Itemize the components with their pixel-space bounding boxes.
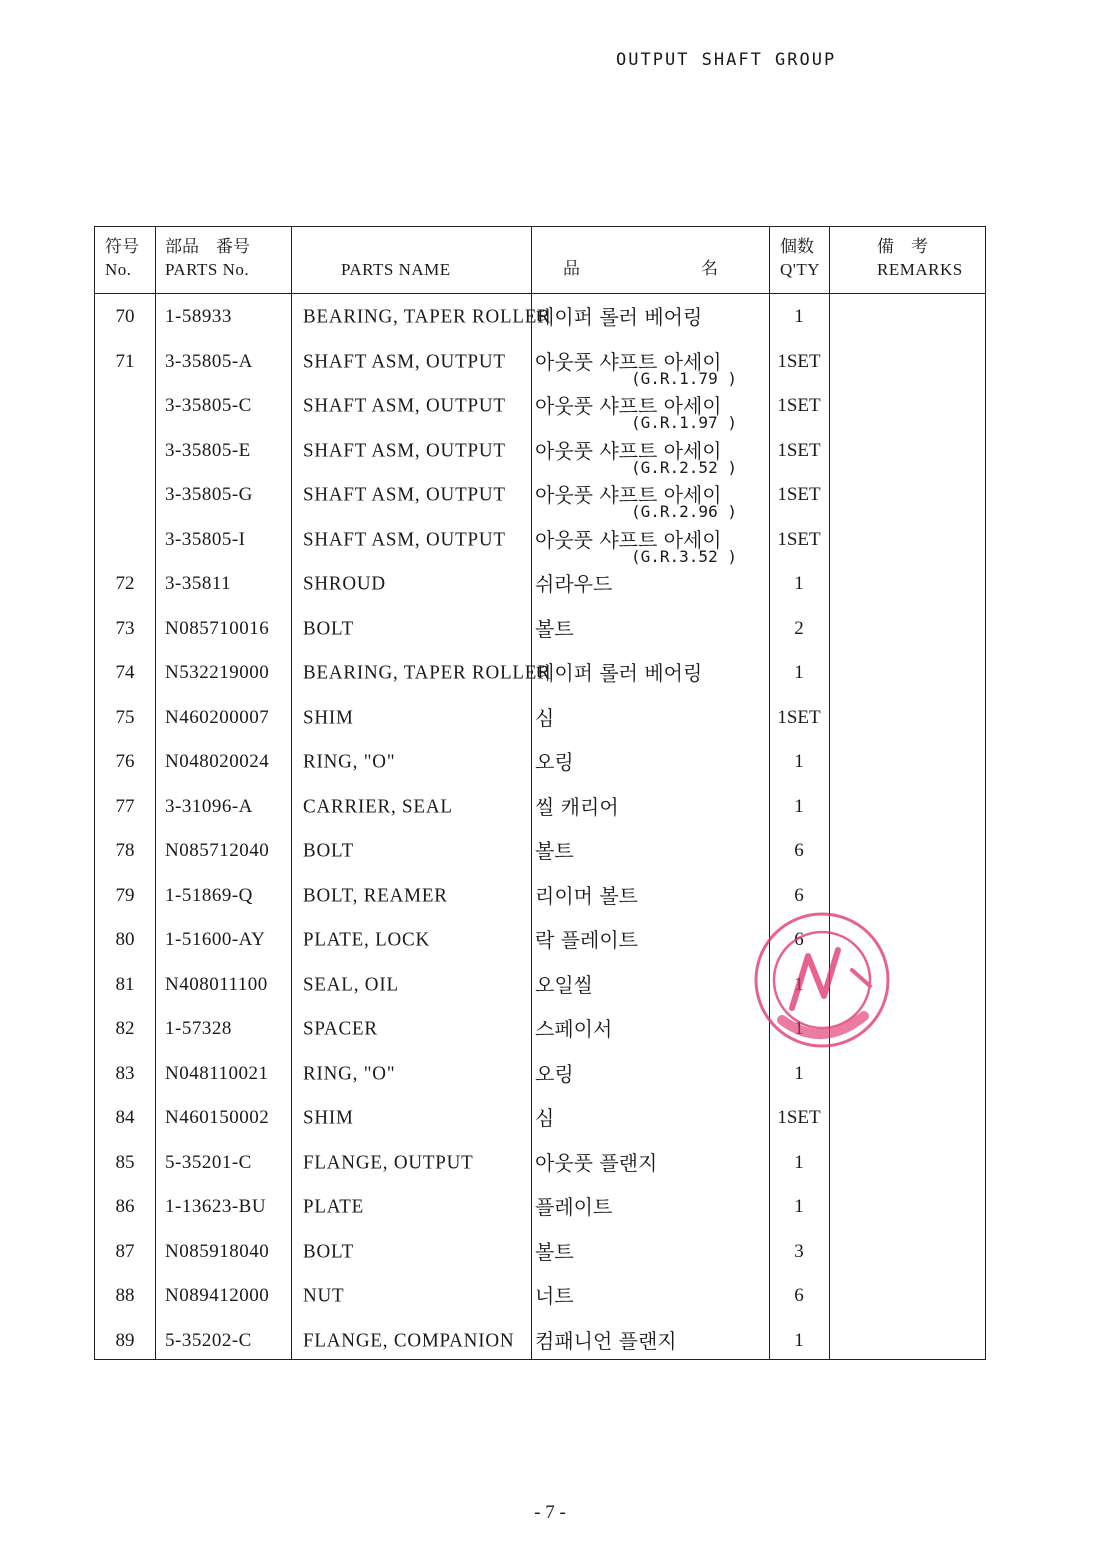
row-number: 86	[115, 1196, 135, 1217]
quantity: 1	[794, 306, 804, 327]
gear-ratio-note: (G.R.1.97 )	[631, 413, 737, 432]
part-name: SHIM	[303, 1106, 354, 1129]
part-name: BOLT, REAMER	[303, 883, 448, 907]
part-name-korean: 아웃풋 샤프트 아세이	[535, 438, 722, 463]
row-number: 73	[115, 617, 135, 639]
table-row	[95, 829, 985, 873]
part-name: PLATE, LOCK	[303, 928, 431, 951]
table-row	[95, 607, 985, 651]
parts-table	[94, 226, 986, 1360]
part-name-korean: 아웃풋 샤프트 아세이	[535, 394, 722, 418]
part-name-korean: 락 플레이트	[535, 928, 638, 952]
part-name-korean: 플레이트	[535, 1195, 613, 1219]
part-name: RING, "O"	[303, 750, 396, 773]
part-number: 5-35202-C	[165, 1329, 252, 1351]
row-number: 71	[115, 350, 135, 372]
company-seal-stamp	[742, 900, 902, 1060]
part-name-korean: 볼트	[535, 839, 574, 863]
row-number: 84	[115, 1107, 135, 1128]
part-name: FLANGE, COMPANION	[303, 1328, 515, 1352]
part-name-korean: 심	[535, 1106, 555, 1130]
row-number: 89	[115, 1329, 135, 1351]
table-row	[95, 696, 985, 740]
part-name: SHAFT ASM, OUTPUT	[303, 438, 506, 462]
part-name-korean: 오링	[535, 1061, 574, 1086]
table-row	[95, 1141, 985, 1185]
part-number: N460200007	[165, 706, 270, 728]
page-title: OUTPUT SHAFT GROUP	[616, 50, 837, 70]
header-no-jp: 符号	[105, 237, 139, 257]
page-number: - 7 -	[534, 1502, 566, 1523]
table-row	[95, 295, 985, 339]
part-name-korean: 볼트	[535, 1239, 574, 1264]
part-name-korean: 오링	[535, 750, 574, 774]
table-row	[95, 518, 985, 566]
row-number: 82	[115, 1018, 135, 1039]
header-part-en: PARTS No.	[165, 260, 250, 279]
part-name: NUT	[303, 1284, 345, 1307]
row-number: 70	[115, 306, 135, 327]
part-number: 1-58933	[165, 306, 232, 327]
part-number: 1-51869-Q	[165, 884, 253, 906]
gear-ratio-note: (G.R.3.52 )	[631, 546, 737, 566]
part-name: BOLT	[303, 839, 355, 862]
quantity: 6	[794, 840, 804, 861]
quantity: 1	[794, 662, 804, 683]
part-name: BEARING, TAPER ROLLER	[303, 305, 551, 328]
part-number: N085918040	[165, 1240, 270, 1262]
table-row	[95, 384, 985, 432]
row-number: 83	[115, 1062, 135, 1084]
header-name-kor-right: 名	[701, 259, 718, 279]
quantity: 6	[794, 1285, 804, 1306]
part-number: 3-35805-I	[165, 528, 246, 550]
part-number: N089412000	[165, 1285, 270, 1306]
part-name: SHAFT ASM, OUTPUT	[303, 527, 506, 551]
part-number: N085710016	[165, 617, 270, 639]
part-number: 3-35811	[165, 573, 232, 594]
part-number: N408011100	[165, 973, 268, 995]
row-number: 79	[115, 884, 135, 906]
header-part-jp: 部品 番号	[165, 237, 250, 257]
row-number: 80	[115, 929, 135, 950]
row-number: 75	[115, 706, 135, 728]
row-number: 77	[115, 795, 135, 817]
part-name-korean: 스페이서	[535, 1017, 613, 1041]
part-name: SHIM	[303, 705, 354, 729]
quantity: 1	[794, 573, 804, 594]
quantity: 1	[794, 1329, 804, 1351]
quantity: 1	[794, 1062, 804, 1084]
part-name-korean: 아웃풋 샤프트 아세이	[535, 349, 722, 374]
table-row	[95, 1274, 985, 1318]
quantity: 2	[794, 617, 804, 639]
row-number	[95, 429, 155, 473]
row-number: 76	[115, 751, 135, 772]
part-name-korean: 너트	[535, 1284, 574, 1308]
part-name-korean: 리이머 볼트	[535, 883, 638, 908]
part-name-korean: 컴패니언 플랜지	[535, 1328, 677, 1353]
part-name: SPACER	[303, 1017, 378, 1040]
quantity: 6	[794, 929, 804, 950]
table-row	[95, 651, 985, 695]
table-row	[95, 1096, 985, 1140]
part-number: N532219000	[165, 662, 270, 683]
row-number: 74	[115, 662, 135, 683]
table-row	[95, 562, 985, 606]
part-number: 3-35805-E	[165, 439, 251, 461]
part-name: FLANGE, OUTPUT	[303, 1150, 474, 1174]
part-name: SEAL, OIL	[303, 972, 399, 996]
part-name-korean: 아웃풋 샤프트 아세이	[535, 527, 722, 552]
header-name-en: PARTS NAME	[341, 260, 451, 279]
part-number: 1-13623-BU	[165, 1196, 267, 1217]
table-row	[95, 340, 985, 388]
row-number: 72	[115, 573, 135, 594]
part-number: 1-57328	[165, 1018, 232, 1039]
part-name: PLATE	[303, 1195, 364, 1218]
table-row	[95, 1185, 985, 1229]
part-name-korean: 테이퍼 롤러 베어링	[535, 661, 703, 685]
quantity: 3	[794, 1240, 804, 1262]
quantity: 1SET	[777, 439, 821, 461]
part-name: SHAFT ASM, OUTPUT	[303, 483, 506, 506]
header-name-kor-left: 品	[563, 259, 580, 279]
part-name-korean: 심	[535, 705, 555, 730]
part-number: 3-35805-A	[165, 350, 253, 372]
gear-ratio-note: (G.R.2.96 )	[631, 502, 737, 521]
header-no-en: No.	[105, 260, 132, 279]
part-name-korean: 쉬라우드	[535, 572, 613, 596]
part-number: 3-35805-C	[165, 395, 252, 416]
part-name-korean: 볼트	[535, 616, 574, 641]
header-remarks-en: REMARKS	[877, 260, 963, 279]
part-name: SHROUD	[303, 572, 386, 595]
quantity: 1SET	[777, 395, 821, 416]
table-row	[95, 1230, 985, 1274]
row-number: 81	[115, 973, 135, 995]
row-number: 88	[115, 1285, 135, 1306]
header-qty-jp: 個数	[780, 237, 814, 257]
gear-ratio-note: (G.R.1.79 )	[631, 368, 737, 388]
part-number: N085712040	[165, 840, 270, 861]
table-row	[95, 785, 985, 829]
part-name: BOLT	[303, 1239, 355, 1263]
part-number: N460150002	[165, 1107, 270, 1128]
part-name: RING, "O"	[303, 1061, 396, 1085]
part-number: 3-35805-G	[165, 484, 253, 505]
part-number: N048110021	[165, 1062, 269, 1084]
quantity: 1	[794, 1018, 804, 1039]
table-row	[95, 740, 985, 784]
part-number: 5-35201-C	[165, 1151, 252, 1173]
row-number	[95, 384, 155, 428]
part-number: 1-51600-AY	[165, 929, 266, 950]
part-name-korean: 오일씰	[535, 972, 593, 997]
quantity: 1SET	[777, 1107, 821, 1128]
quantity: 1	[794, 973, 804, 995]
quantity: 1SET	[777, 706, 821, 728]
header-remarks-jp: 備 考	[877, 237, 928, 257]
part-name: BOLT	[303, 616, 355, 640]
row-number	[95, 518, 155, 562]
part-name: SHAFT ASM, OUTPUT	[303, 349, 506, 373]
quantity: 1	[794, 1151, 804, 1173]
row-number: 85	[115, 1151, 135, 1173]
part-name: CARRIER, SEAL	[303, 794, 453, 818]
part-name: SHAFT ASM, OUTPUT	[303, 394, 506, 417]
row-number	[95, 473, 155, 517]
quantity: 1	[794, 795, 804, 817]
quantity: 6	[794, 884, 804, 906]
part-number: N048020024	[165, 751, 270, 772]
gear-ratio-note: (G.R.2.52 )	[631, 457, 737, 477]
quantity: 1SET	[777, 484, 821, 505]
table-row	[95, 473, 985, 521]
quantity: 1SET	[777, 528, 821, 550]
part-name-korean: 아웃풋 샤프트 아세이	[535, 483, 722, 507]
part-number: 3-31096-A	[165, 795, 253, 817]
table-row	[95, 429, 985, 477]
row-number: 87	[115, 1240, 135, 1262]
quantity: 1SET	[777, 350, 821, 372]
table-row	[95, 1319, 985, 1363]
quantity: 1	[794, 1196, 804, 1217]
part-name: BEARING, TAPER ROLLER	[303, 661, 551, 684]
header-qty-en: Q'TY	[780, 260, 821, 279]
part-name-korean: 아웃풋 플랜지	[535, 1150, 658, 1175]
part-name-korean: 씰 캐리어	[535, 794, 619, 819]
part-name-korean: 테이퍼 롤러 베어링	[535, 305, 703, 329]
row-number: 78	[115, 840, 135, 861]
quantity: 1	[794, 751, 804, 772]
